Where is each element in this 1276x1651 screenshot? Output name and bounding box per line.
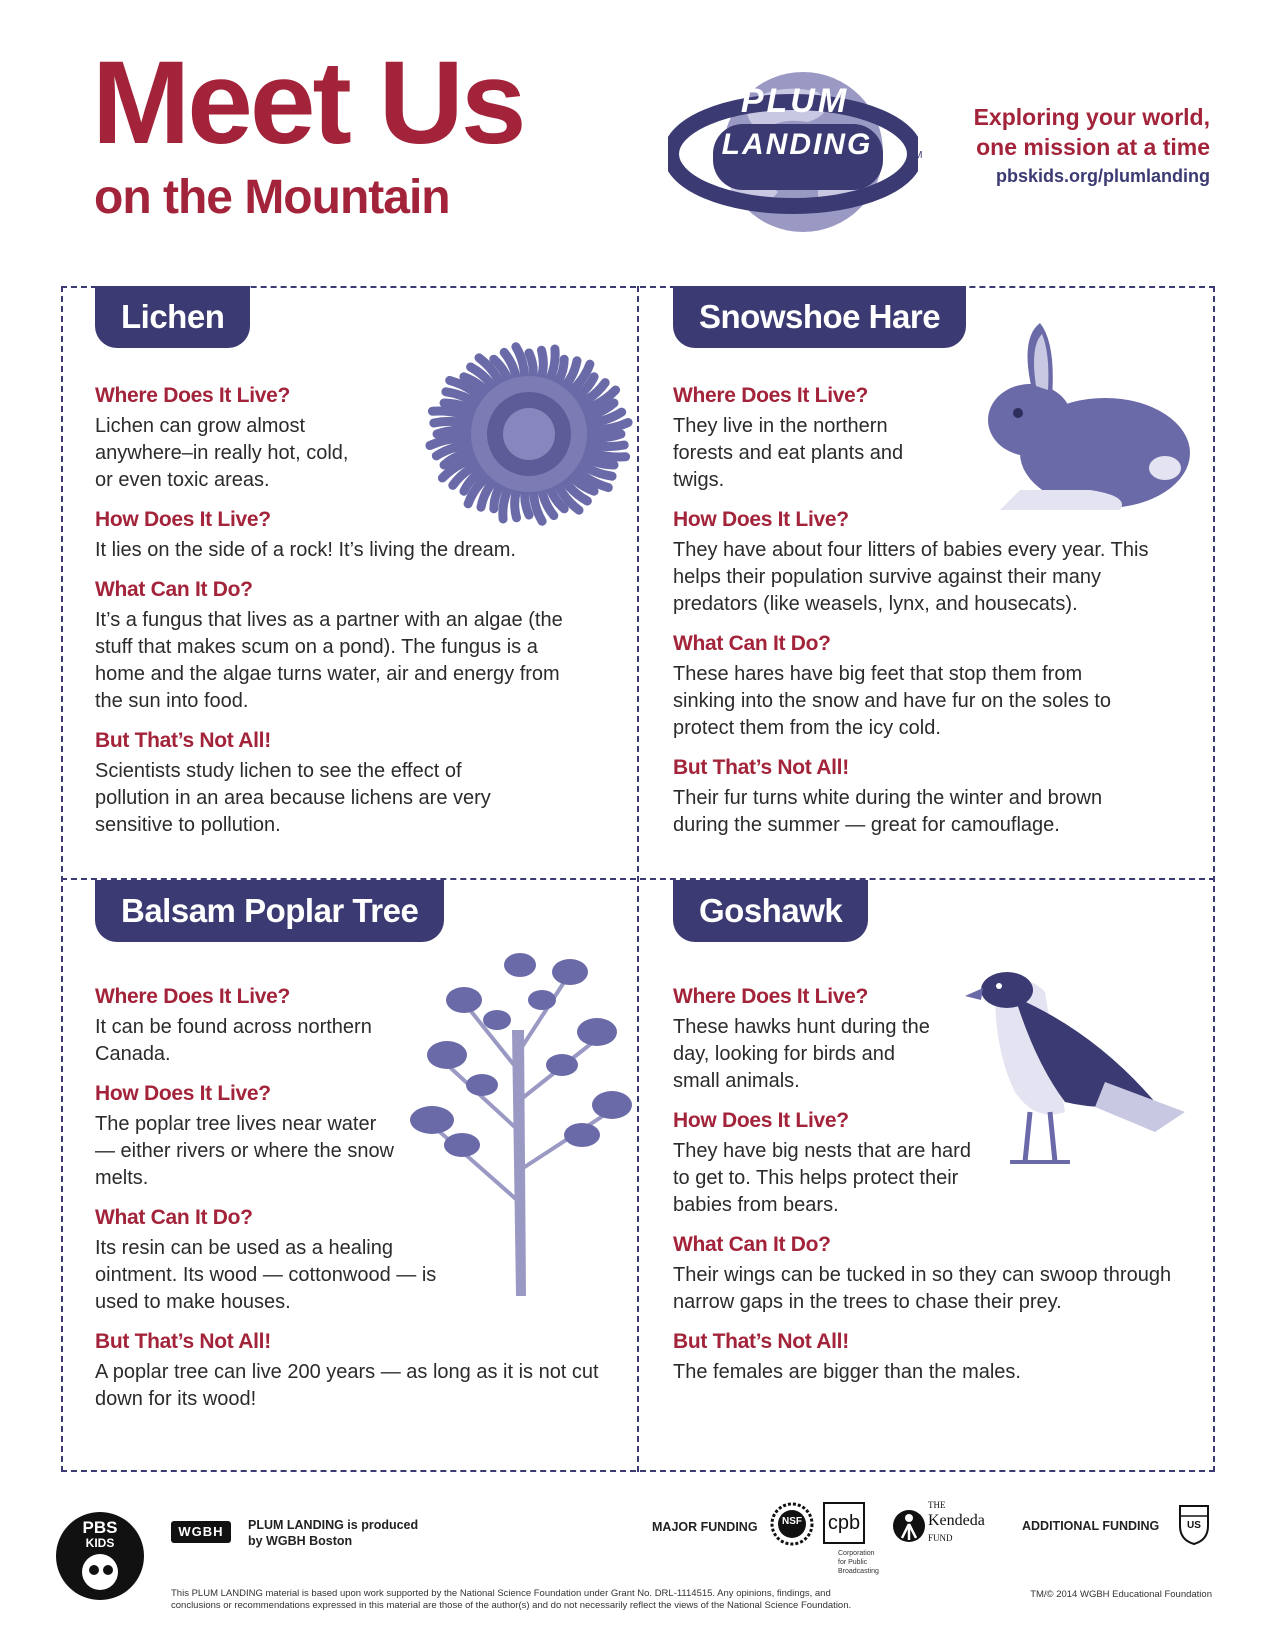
question-more: But That’s Not All! [95, 729, 271, 752]
balsam-poplar-sections [95, 983, 615, 1425]
copyright-notice: TM/© 2014 WGBH Educational Foundation [1030, 1589, 1212, 1600]
question-what: What Can It Do? [673, 1233, 831, 1256]
tagline [960, 102, 1210, 162]
answer-what: It’s a fungus that lives as a partner with an algae (the stuff that makes scum on a pond). The fungus is a home and the algae turns water, air and energy from the sun into food. [95, 609, 563, 712]
question-what: What Can It Do? [673, 632, 831, 655]
nsf-logo-text: NSF [782, 1516, 802, 1527]
answer-more: The females are bigger than the males. [673, 1361, 1021, 1383]
question-where: Where Does It Live? [673, 384, 869, 407]
card-snowshoe-hare [673, 286, 966, 348]
question-what: What Can It Do? [95, 578, 253, 601]
question-more: But That’s Not All! [673, 1330, 849, 1353]
question-more: But That’s Not All! [673, 756, 849, 779]
kendeda-fund: FUND [928, 1533, 953, 1543]
cpb-caption-line-2: for Public [838, 1559, 868, 1566]
question-more: But That’s Not All! [95, 1330, 271, 1353]
card-title: Goshawk [673, 880, 868, 942]
answer-where: They live in the northern forests and eat plants and twigs. [673, 415, 904, 491]
question-how: How Does It Live? [673, 508, 849, 531]
disclaimer-line-1: This PLUM LANDING material is based upon work supported by the National Science Foundation under Grant No. DRL-1114515. Any opinions, findings, and [171, 1588, 831, 1599]
producer-line-1: PLUM LANDING is produced [248, 1518, 419, 1532]
website-link[interactable]: pbskids.org/plumlanding [995, 166, 1210, 186]
answer-where: These hawks hunt during the day, looking for birds and small animals. [673, 1016, 930, 1092]
answer-where: Lichen can grow almost anywhere–in really hot, cold, or even toxic areas. [95, 415, 349, 491]
card-title: Balsam Poplar Tree [95, 880, 444, 942]
answer-how: They have about four litters of babies every year. This helps their population survive against their many predators (like weasels, lynx, and housecats). [673, 539, 1149, 615]
question-how: How Does It Live? [95, 1082, 271, 1105]
answer-where: It can be found across northern Canada. [95, 1016, 372, 1065]
answer-what: Their wings can be tucked in so they can swoop through narrow gaps in the trees to chase their prey. [673, 1264, 1172, 1313]
answer-how: They have big nests that are hard to get to. This helps protect their babies from bears. [673, 1140, 971, 1216]
answer-how: The poplar tree lives near water — either rivers or where the snow melts. [95, 1113, 395, 1189]
producer-line-2: by WGBH Boston [248, 1534, 353, 1548]
card-goshawk [673, 880, 868, 942]
kendeda-icon [892, 1506, 926, 1546]
additional-funding-label: ADDITIONAL FUNDING [1022, 1519, 1160, 1533]
question-where: Where Does It Live? [673, 985, 869, 1008]
cpb-caption-line-3: Broadcasting [838, 1568, 879, 1575]
cpb-caption [838, 1549, 879, 1576]
nsf-disclaimer [171, 1588, 971, 1612]
logo-text-plum: PLUM [740, 82, 850, 120]
question-where: Where Does It Live? [95, 985, 291, 1008]
usfs-shield-text: US [1187, 1520, 1201, 1531]
question-what: What Can It Do? [95, 1206, 253, 1229]
cpb-caption-line-1: Corporation [838, 1550, 875, 1557]
goshawk-sections [673, 983, 1183, 1398]
wgbh-logo: WGBH [171, 1521, 231, 1543]
snowshoe-hare-sections [673, 382, 1183, 851]
kendeda-the: THE [928, 1500, 946, 1510]
kids-logo-text: KIDS [85, 1536, 115, 1550]
tagline-line-2: one mission at a time [976, 134, 1210, 160]
question-how: How Does It Live? [673, 1109, 849, 1132]
answer-more: Scientists study lichen to see the effect of pollution in an area because lichens are very sensitive to pollution. [95, 760, 491, 836]
answer-what: Its resin can be used as a healing ointment. Its wood — cottonwood — is used to make houses. [95, 1237, 437, 1313]
lichen-sections [95, 382, 595, 851]
question-where: Where Does It Live? [95, 384, 291, 407]
producer-credit [248, 1517, 418, 1549]
card-lichen [95, 286, 250, 348]
answer-more: A poplar tree can live 200 years — as long as it is not cut down for its wood! [95, 1361, 599, 1410]
disclaimer-line-2: conclusions or recommendations expressed in this material are those of the author(s) and do not necessarily reflect the views of the National Science Foundation. [171, 1600, 852, 1611]
major-funding-label: MAJOR FUNDING [652, 1520, 758, 1534]
card-title: Snowshoe Hare [673, 286, 966, 348]
logo-text-landing: LANDING [721, 128, 873, 161]
pbs-logo-text: PBS [82, 1518, 118, 1537]
answer-more: Their fur turns white during the winter and brown during the summer — great for camouflage. [673, 787, 1103, 836]
question-how: How Does It Live? [95, 508, 271, 531]
answer-what: These hares have big feet that stop them from sinking into the snow and have fur on the soles to protect them from the icy cold. [673, 663, 1112, 739]
page-title: Meet Us [92, 37, 524, 169]
answer-how: It lies on the side of a rock! It’s living the dream. [95, 539, 516, 561]
card-balsam-poplar-tree [95, 880, 444, 942]
trademark-mark: TM [908, 150, 923, 161]
page-subtitle: on the Mountain [94, 171, 450, 224]
tagline-line-1: Exploring your world, [973, 104, 1210, 130]
card-title: Lichen [95, 286, 250, 348]
cpb-logo: cpb [823, 1502, 865, 1544]
kendeda-name: Kendeda [928, 1512, 985, 1529]
